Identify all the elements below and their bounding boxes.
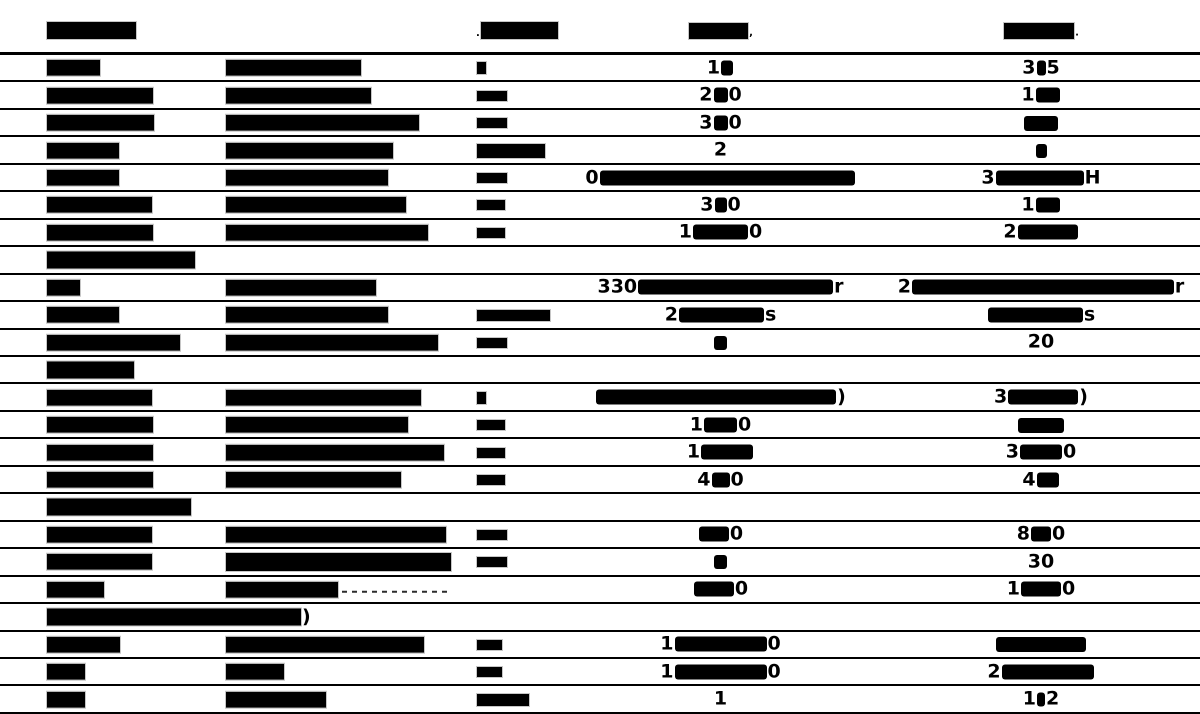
visible-text: 330	[597, 275, 638, 298]
visible-text: 1	[660, 632, 674, 655]
table-cell-c5	[885, 417, 1197, 433]
table-row	[0, 108, 1200, 135]
table-row	[0, 55, 1200, 80]
visible-text: 0	[727, 193, 741, 216]
redaction-bar	[47, 251, 195, 268]
visible-text: 1	[660, 660, 674, 683]
redaction-bar	[477, 448, 505, 458]
visible-text: 8	[1016, 522, 1030, 545]
redaction-bar	[226, 444, 444, 460]
table-cell-c4	[568, 58, 873, 77]
visible-text: 0	[1052, 522, 1066, 545]
table-cell-c5	[885, 275, 1197, 298]
table-row	[0, 520, 1200, 547]
table-row	[0, 465, 1200, 492]
visible-text: 0	[1063, 440, 1077, 463]
redaction-bar	[47, 691, 85, 707]
table-cell-c5	[885, 636, 1197, 652]
redaction-bar	[47, 225, 153, 241]
table-cell-c5	[885, 220, 1197, 243]
visible-text: 3	[981, 166, 995, 189]
table-row	[0, 630, 1200, 657]
table-cell-c2	[225, 444, 445, 461]
visible-text: ,	[749, 27, 753, 39]
redaction-bar	[481, 22, 558, 39]
table-cell-c3	[476, 444, 506, 460]
table-cell-c4	[568, 554, 873, 570]
visible-text: 0	[585, 166, 599, 189]
visible-text: 2	[1003, 220, 1017, 243]
visible-text: s	[764, 303, 777, 326]
table-cell-c1	[46, 87, 154, 104]
redaction-bar	[47, 444, 153, 460]
table-row	[0, 657, 1200, 684]
table-cell-c5	[885, 142, 1197, 158]
table-cell-c3	[476, 334, 508, 350]
table-cell-c4	[568, 470, 873, 489]
visible-text: 2	[1046, 687, 1060, 710]
table-cell-c4	[568, 385, 873, 408]
table-cell-c4	[568, 220, 873, 243]
table-row	[0, 328, 1200, 355]
table-cell-c4	[568, 275, 873, 298]
redaction-bar	[1018, 418, 1064, 433]
table-cell-c3	[476, 691, 530, 707]
redaction-bar	[1031, 527, 1051, 542]
redaction-bar	[689, 23, 748, 39]
visible-text: 2	[699, 83, 713, 106]
redaction-bar	[600, 170, 855, 185]
visible-text: H	[1084, 166, 1101, 189]
redaction-smudge	[342, 591, 447, 593]
table-cell-c1	[46, 444, 154, 461]
table-cell-c1	[46, 251, 196, 268]
table-row	[0, 684, 1200, 711]
visible-text: )	[837, 385, 846, 408]
table-cell-c5	[885, 440, 1197, 463]
table-cell-c3	[476, 142, 546, 158]
table-cell-c5	[885, 168, 1197, 187]
table-cell-c3	[476, 60, 487, 76]
table-row	[0, 547, 1200, 574]
visible-text: 4	[1022, 468, 1036, 491]
redaction-bar	[675, 664, 767, 679]
redaction-bar	[477, 338, 507, 348]
redaction-bar	[714, 336, 727, 350]
redaction-bar	[226, 636, 424, 652]
redaction-bar	[47, 498, 191, 515]
table-cell-c5	[885, 687, 1197, 710]
visible-text: 4	[697, 468, 711, 491]
table-cell-c1	[46, 169, 120, 186]
visible-text: 3	[700, 193, 714, 216]
redaction-bar	[47, 417, 153, 433]
visible-text: 0	[1062, 577, 1076, 600]
redaction-bar	[47, 389, 152, 405]
visible-text: 5	[1046, 56, 1060, 79]
table-cell-c3	[476, 224, 506, 240]
redaction-bar	[1037, 692, 1045, 706]
table-cell-c2	[225, 334, 439, 351]
visible-text: 0	[730, 468, 744, 491]
redaction-bar	[1024, 116, 1058, 131]
redaction-bar	[675, 637, 767, 652]
table-cell-c1	[46, 389, 153, 406]
redaction-bar	[694, 582, 734, 597]
table-cell-c1	[46, 307, 120, 324]
table-cell-c2	[225, 389, 422, 406]
visible-text: 3	[994, 385, 1008, 408]
table-cell-c2	[225, 416, 409, 433]
redaction-bar	[701, 445, 753, 460]
table-cell-c1	[46, 526, 153, 543]
visible-text: 0	[734, 577, 749, 600]
redaction-bar	[1037, 60, 1046, 75]
table-cell-c2	[225, 279, 377, 296]
header-cell-name	[46, 22, 137, 39]
table-cell-c1	[46, 636, 121, 653]
redaction-bar	[226, 664, 284, 680]
visible-text: 2	[664, 303, 678, 326]
table-cell-c1	[46, 114, 155, 131]
redaction-bar	[477, 667, 502, 677]
redaction-bar	[1036, 88, 1060, 103]
redaction-bar	[47, 664, 85, 680]
redaction-bar	[47, 280, 80, 296]
redaction-bar	[477, 310, 550, 321]
visible-text: 0	[767, 660, 781, 683]
visible-text: 1	[686, 440, 701, 463]
table-cell-c2	[225, 691, 327, 708]
header-cell-unit	[476, 22, 559, 39]
visible-text: 0	[729, 522, 744, 545]
table-cell-c4	[568, 632, 873, 655]
redaction-bar	[477, 118, 507, 128]
redaction-bar	[477, 62, 486, 74]
table-header-row	[0, 0, 1200, 55]
visible-text: 2	[897, 275, 911, 298]
redaction-bar	[699, 527, 729, 542]
redaction-bar	[226, 225, 428, 241]
redaction-bar	[714, 88, 728, 103]
redaction-bar	[477, 420, 505, 430]
redaction-bar	[638, 280, 833, 295]
table-cell-c1	[46, 416, 154, 433]
redaction-bar	[226, 115, 419, 131]
visible-text: 1	[1022, 687, 1036, 710]
redaction-bar	[47, 115, 154, 131]
redaction-bar	[47, 582, 104, 598]
redaction-bar	[226, 60, 361, 76]
redaction-bar	[47, 554, 152, 570]
redaction-bar	[1037, 472, 1059, 487]
redaction-bar	[715, 197, 727, 212]
table-cell-c2	[225, 224, 429, 241]
visible-text: 0	[749, 220, 763, 243]
visible-text: 2	[713, 138, 728, 161]
section-row	[0, 602, 1200, 629]
table-cell-c2	[225, 59, 362, 76]
table-cell-c2	[225, 307, 389, 324]
redaction-bar	[47, 527, 152, 543]
table-cell-c5	[885, 83, 1197, 106]
redaction-bar	[596, 390, 836, 405]
table-cell-c4	[568, 440, 873, 463]
table-cell-c3	[476, 417, 506, 433]
table-cell-c3	[476, 170, 508, 186]
redaction-bar	[226, 280, 376, 296]
table-cell-c1	[46, 691, 86, 708]
redaction-bar	[47, 142, 119, 158]
table-row	[0, 382, 1200, 409]
table-cell-c2	[225, 87, 372, 104]
table-cell-c3	[476, 526, 508, 542]
redaction-bar	[47, 22, 136, 39]
visible-text: 0	[767, 632, 781, 655]
table-cell-c1	[46, 554, 153, 571]
redaction-bar	[226, 87, 371, 103]
visible-text: .	[1075, 27, 1079, 39]
visible-text: )	[302, 605, 311, 628]
redaction-bar	[47, 60, 100, 76]
visible-text: r	[1174, 275, 1185, 298]
table-row	[0, 218, 1200, 245]
table-cell-c3	[476, 636, 503, 652]
visible-text: 2	[987, 660, 1001, 683]
visible-text: 3	[699, 111, 713, 134]
redaction-bar	[47, 170, 119, 186]
redaction-bar	[1021, 582, 1061, 597]
redaction-bar	[704, 417, 737, 432]
table-cell-c4	[568, 415, 873, 434]
redaction-bar	[477, 640, 502, 650]
redaction-bar	[477, 173, 507, 183]
visible-text: 1	[706, 56, 721, 79]
visible-text: 1	[713, 687, 728, 710]
redaction-bar	[1008, 390, 1078, 405]
table-cell-c4	[568, 168, 873, 187]
redaction-bar	[1020, 445, 1062, 460]
table-cell-c5	[885, 662, 1197, 681]
redaction-bar	[226, 197, 406, 213]
visible-text: 1	[1021, 193, 1035, 216]
redaction-bar	[47, 472, 153, 488]
table-row	[0, 190, 1200, 217]
table-cell-c1	[46, 334, 181, 351]
redaction-bar	[1002, 664, 1094, 679]
table-cell-c1	[46, 197, 153, 214]
table-cell-c1	[46, 607, 311, 626]
table-cell-c2	[225, 142, 394, 159]
table-cell-c5	[885, 522, 1197, 545]
redaction-bar	[47, 335, 180, 351]
redaction-bar	[226, 553, 451, 571]
table-cell-c5	[885, 552, 1197, 571]
redaction-bar	[679, 307, 764, 322]
redaction-bar	[1004, 23, 1074, 39]
table-cell-c2	[225, 169, 389, 186]
table-cell-c4	[568, 195, 873, 214]
visible-text: 1	[689, 413, 703, 436]
redaction-bar	[477, 91, 507, 101]
table-row	[0, 300, 1200, 327]
visible-text: 1	[1021, 83, 1035, 106]
visible-text: 0	[728, 111, 742, 134]
table-cell-c5	[885, 305, 1197, 324]
redaction-bar	[47, 87, 153, 103]
table-cell-c1	[46, 59, 101, 76]
table-cell-c5	[885, 577, 1197, 600]
redaction-bar	[226, 417, 408, 433]
table-cell-c4	[568, 662, 873, 681]
redaction-bar	[47, 197, 152, 213]
table-cell-c5	[885, 385, 1197, 408]
table-cell-c4	[568, 577, 873, 600]
table-cell-c2	[225, 663, 285, 680]
table-cell-c3	[476, 472, 506, 488]
table-cell-c1	[46, 581, 105, 598]
table-row	[0, 80, 1200, 107]
redaction-bar	[47, 361, 134, 378]
redaction-bar	[226, 691, 326, 707]
table-cell-c1	[46, 224, 154, 241]
visible-text: 20	[1027, 330, 1055, 353]
redaction-bar	[477, 530, 507, 540]
visible-text: r	[834, 275, 844, 298]
redaction-bar	[714, 115, 728, 130]
visible-text: .	[476, 28, 480, 39]
redaction-bar	[47, 307, 119, 323]
table-cell-c4	[568, 334, 873, 350]
visible-text: 3	[1022, 56, 1036, 79]
redaction-bar	[226, 142, 393, 158]
header-cell-value-1	[568, 22, 873, 39]
redaction-bar	[226, 527, 446, 543]
table-cell-c4	[568, 138, 873, 161]
table-cell-c4	[568, 305, 873, 324]
redaction-bar	[477, 200, 505, 210]
table-cell-c2	[225, 553, 452, 571]
header-cell-value-2	[885, 22, 1197, 39]
table-row	[0, 163, 1200, 190]
table-cell-c3	[476, 664, 503, 680]
table-cell-c2	[225, 471, 402, 488]
redaction-bar	[226, 472, 401, 488]
redaction-bar	[912, 280, 1174, 295]
table-cell-c2	[225, 526, 447, 543]
visible-text: 0	[728, 83, 742, 106]
redaction-bar	[1018, 225, 1078, 240]
table-row	[0, 135, 1200, 162]
table-cell-c2	[225, 581, 447, 598]
redaction-bar	[226, 335, 438, 351]
table-cell-c1	[46, 471, 154, 488]
section-row	[0, 355, 1200, 382]
table-cell-c1	[46, 279, 81, 296]
table-cell-c3	[476, 87, 508, 103]
redaction-bar	[988, 307, 1083, 322]
table-cell-c3	[476, 115, 508, 131]
table-cell-c3	[476, 197, 506, 213]
visible-text: 1	[678, 220, 692, 243]
table-cell-c1	[46, 663, 86, 680]
redaction-bar	[1036, 144, 1047, 158]
table-cell-c1	[46, 361, 135, 378]
table-row	[0, 410, 1200, 437]
section-row	[0, 245, 1200, 272]
table-cell-c5	[885, 330, 1197, 353]
redaction-bar	[477, 557, 507, 567]
visible-text: 3	[1005, 440, 1019, 463]
table-cell-c3	[476, 389, 487, 405]
redaction-bar	[714, 555, 727, 569]
table-cell-c2	[225, 114, 420, 131]
redaction-bar	[226, 389, 421, 405]
table-row	[0, 575, 1200, 602]
redaction-bar	[996, 170, 1084, 185]
redaction-bar	[693, 225, 748, 240]
visible-text: 30	[1027, 550, 1055, 573]
table-cell-c2	[225, 636, 425, 653]
table-row	[0, 437, 1200, 464]
table-cell-c1	[46, 498, 192, 515]
redaction-bar	[477, 475, 505, 485]
redaction-bar	[47, 608, 301, 625]
redaction-bar	[226, 582, 338, 598]
redaction-bar	[477, 694, 529, 706]
table-cell-c5	[885, 115, 1197, 131]
table-cell-c5	[885, 195, 1197, 214]
table-cell-c4	[568, 522, 873, 545]
visible-text: )	[1079, 385, 1088, 408]
visible-text: 1	[1006, 577, 1020, 600]
redaction-bar	[477, 392, 486, 404]
table-cell-c5	[885, 58, 1197, 77]
visible-text: s	[1083, 303, 1096, 326]
table-cell-c2	[225, 197, 407, 214]
table-cell-c1	[46, 142, 120, 159]
table-cell-c4	[568, 83, 873, 106]
redaction-bar	[477, 144, 545, 158]
redaction-bar	[712, 472, 730, 487]
redaction-bar	[996, 637, 1086, 652]
redaction-bar	[226, 170, 388, 186]
table-cell-c3	[476, 307, 551, 323]
redaction-bar	[1036, 197, 1060, 212]
table-cell-c4	[568, 687, 873, 710]
table-cell-c3	[476, 554, 508, 570]
visible-text: 0	[738, 413, 752, 436]
redaction-bar	[47, 636, 120, 652]
redaction-bar	[721, 60, 733, 75]
table-cell-c4	[568, 113, 873, 132]
table-row	[0, 273, 1200, 300]
redaction-bar	[477, 228, 505, 238]
table-cell-c5	[885, 470, 1197, 489]
redaction-bar	[226, 307, 388, 323]
section-row	[0, 492, 1200, 519]
